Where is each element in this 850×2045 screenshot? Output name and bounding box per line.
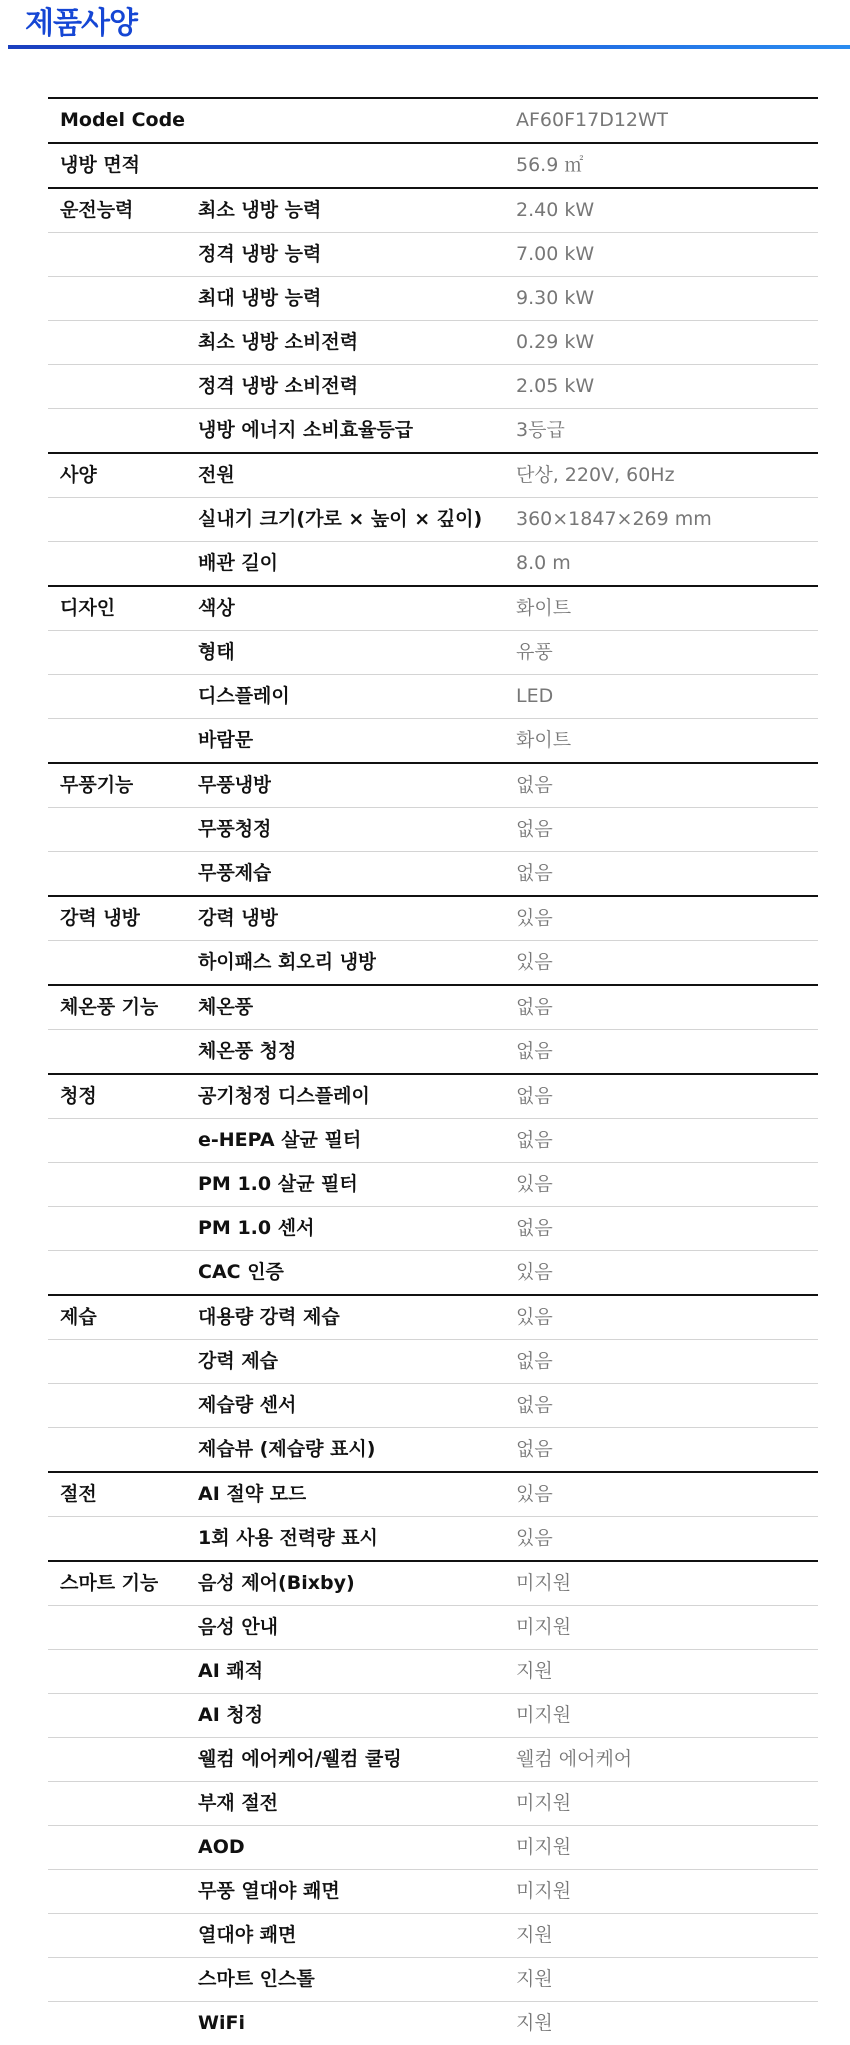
spec-row bbox=[48, 631, 818, 675]
spec-row bbox=[48, 764, 818, 808]
spec-item-label: 스마트 인스톨 bbox=[198, 1968, 315, 1990]
spec-row bbox=[48, 1251, 818, 1294]
spec-value: 3등급 bbox=[516, 419, 565, 441]
spec-value: 2.40 kW bbox=[516, 199, 595, 221]
spec-category: 절전 bbox=[60, 1483, 97, 1505]
spec-category: 제습 bbox=[60, 1306, 97, 1328]
spec-value: 있음 bbox=[516, 907, 553, 929]
spec-value: 없음 bbox=[516, 1438, 553, 1460]
spec-row bbox=[48, 1694, 818, 1738]
spec-item-label: 디스플레이 bbox=[198, 685, 290, 707]
spec-item-label: WiFi bbox=[198, 2012, 245, 2034]
spec-item-label: AI 쾌적 bbox=[198, 1660, 264, 1682]
spec-item-label: 공기청정 디스플레이 bbox=[198, 1085, 370, 1107]
spec-category: 강력 냉방 bbox=[60, 907, 141, 929]
spec-value: 없음 bbox=[516, 1040, 553, 1062]
spec-category: 운전능력 bbox=[60, 199, 134, 221]
spec-value: 유풍 bbox=[516, 641, 553, 663]
spec-row bbox=[48, 852, 818, 895]
spec-item-label: 음성 제어(Bixby) bbox=[198, 1572, 355, 1594]
spec-row bbox=[48, 233, 818, 277]
spec-row bbox=[48, 808, 818, 852]
spec-value: 0.29 kW bbox=[516, 331, 595, 353]
spec-item-label: 음성 안내 bbox=[198, 1616, 279, 1638]
spec-value: LED bbox=[516, 685, 554, 707]
spec-row bbox=[48, 1517, 818, 1560]
spec-item-label: 열대야 쾌면 bbox=[198, 1924, 297, 1946]
spec-row bbox=[48, 189, 818, 233]
spec-item-label: 제습량 센서 bbox=[198, 1394, 297, 1416]
spec-item-label: 무풍냉방 bbox=[198, 774, 272, 796]
spec-item-label: 무풍청정 bbox=[198, 818, 272, 840]
spec-group bbox=[48, 984, 818, 1073]
spec-item-label: 하이패스 회오리 냉방 bbox=[198, 951, 377, 973]
spec-item-label: e-HEPA 살균 필터 bbox=[198, 1129, 362, 1151]
spec-row bbox=[48, 1030, 818, 1073]
spec-group bbox=[48, 762, 818, 895]
spec-row bbox=[48, 986, 818, 1030]
spec-group bbox=[48, 142, 818, 187]
spec-item-label: 최대 냉방 능력 bbox=[198, 287, 322, 309]
spec-category: 청정 bbox=[60, 1085, 97, 1107]
spec-row bbox=[48, 1075, 818, 1119]
spec-group bbox=[48, 452, 818, 585]
spec-value: 있음 bbox=[516, 1306, 553, 1328]
spec-value: 없음 bbox=[516, 774, 553, 796]
spec-group bbox=[48, 187, 818, 452]
spec-value: 있음 bbox=[516, 1483, 553, 1505]
spec-category: Model Code bbox=[60, 109, 186, 131]
spec-row bbox=[48, 1207, 818, 1251]
spec-row bbox=[48, 542, 818, 585]
spec-item-label: 강력 냉방 bbox=[198, 907, 279, 929]
spec-item-label: 체온풍 bbox=[198, 996, 254, 1018]
spec-value: 없음 bbox=[516, 818, 553, 840]
spec-group bbox=[48, 97, 818, 142]
spec-group bbox=[48, 1073, 818, 1294]
spec-group bbox=[48, 1560, 818, 2045]
spec-value: 2.05 kW bbox=[516, 375, 595, 397]
spec-value: 미지원 bbox=[516, 1572, 572, 1594]
spec-value: 지원 bbox=[516, 1924, 553, 1946]
spec-item-label: 색상 bbox=[198, 597, 235, 619]
spec-row bbox=[48, 2002, 818, 2045]
spec-row bbox=[48, 1340, 818, 1384]
spec-row bbox=[48, 321, 818, 365]
spec-item-label: 바람문 bbox=[198, 729, 254, 751]
spec-value: 360×1847×269 mm bbox=[516, 508, 712, 530]
spec-row bbox=[48, 454, 818, 498]
spec-value: 없음 bbox=[516, 862, 553, 884]
spec-row bbox=[48, 675, 818, 719]
spec-item-label: 무풍제습 bbox=[198, 862, 272, 884]
spec-value: 없음 bbox=[516, 1129, 553, 1151]
spec-item-label: 제습뷰 (제습량 표시) bbox=[198, 1438, 376, 1460]
spec-row bbox=[48, 1958, 818, 2002]
spec-row bbox=[48, 1163, 818, 1207]
spec-row bbox=[48, 277, 818, 321]
spec-item-label: 강력 제습 bbox=[198, 1350, 279, 1372]
spec-row bbox=[48, 897, 818, 941]
spec-row bbox=[48, 1384, 818, 1428]
spec-item-label: 정격 냉방 능력 bbox=[198, 243, 322, 265]
spec-value: 단상, 220V, 60Hz bbox=[516, 464, 675, 486]
spec-row bbox=[48, 409, 818, 452]
spec-item-label: 최소 냉방 능력 bbox=[198, 199, 322, 221]
spec-item-label: 최소 냉방 소비전력 bbox=[198, 331, 359, 353]
spec-item-label: AI 절약 모드 bbox=[198, 1483, 307, 1505]
spec-group bbox=[48, 895, 818, 984]
spec-item-label: 실내기 크기(가로 × 높이 × 깊이) bbox=[198, 508, 483, 530]
spec-value: 없음 bbox=[516, 1085, 553, 1107]
spec-value: 미지원 bbox=[516, 1704, 572, 1726]
spec-row bbox=[48, 365, 818, 409]
spec-item-label: AOD bbox=[198, 1836, 245, 1858]
spec-row bbox=[48, 498, 818, 542]
spec-value: 56.9 ㎡ bbox=[516, 154, 584, 176]
spec-row bbox=[48, 1119, 818, 1163]
spec-category: 냉방 면적 bbox=[60, 154, 141, 176]
spec-value: 없음 bbox=[516, 1394, 553, 1416]
spec-group bbox=[48, 1294, 818, 1471]
spec-item-label: 무풍 열대야 쾌면 bbox=[198, 1880, 340, 1902]
spec-value: 8.0 m bbox=[516, 552, 571, 574]
spec-item-label: PM 1.0 센서 bbox=[198, 1217, 315, 1239]
spec-row bbox=[48, 99, 818, 142]
spec-value: 화이트 bbox=[516, 597, 572, 619]
spec-item-label: 냉방 에너지 소비효율등급 bbox=[198, 419, 414, 441]
spec-row bbox=[48, 1650, 818, 1694]
spec-value: 미지원 bbox=[516, 1616, 572, 1638]
spec-item-label: 대용량 강력 제습 bbox=[198, 1306, 340, 1328]
spec-value: 화이트 bbox=[516, 729, 572, 751]
spec-category: 스마트 기능 bbox=[60, 1572, 159, 1594]
spec-row bbox=[48, 1606, 818, 1650]
spec-row bbox=[48, 1473, 818, 1517]
spec-group bbox=[48, 585, 818, 762]
spec-value: 웰컴 에어케어 bbox=[516, 1748, 633, 1770]
spec-item-label: AI 청정 bbox=[198, 1704, 264, 1726]
spec-item-label: PM 1.0 살균 필터 bbox=[198, 1173, 358, 1195]
spec-row bbox=[48, 719, 818, 762]
page-header bbox=[0, 0, 850, 52]
spec-value: 없음 bbox=[516, 1217, 553, 1239]
page-title: 제품사양 bbox=[25, 6, 137, 41]
spec-value: 없음 bbox=[516, 1350, 553, 1372]
spec-category: 사양 bbox=[60, 464, 97, 486]
spec-value: 9.30 kW bbox=[516, 287, 595, 309]
spec-category: 디자인 bbox=[60, 597, 116, 619]
spec-row bbox=[48, 1562, 818, 1606]
spec-row bbox=[48, 1914, 818, 1958]
spec-value: 있음 bbox=[516, 1527, 553, 1549]
spec-value: 없음 bbox=[516, 996, 553, 1018]
spec-table bbox=[48, 97, 818, 2045]
spec-row bbox=[48, 1826, 818, 1870]
spec-item-label: 정격 냉방 소비전력 bbox=[198, 375, 359, 397]
spec-item-label: 1회 사용 전력량 표시 bbox=[198, 1527, 378, 1549]
spec-value: 있음 bbox=[516, 1173, 553, 1195]
spec-item-label: 웰컴 에어케어/웰컴 쿨링 bbox=[198, 1748, 402, 1770]
spec-value: 있음 bbox=[516, 1261, 553, 1283]
spec-group bbox=[48, 1471, 818, 1560]
spec-category: 체온풍 기능 bbox=[60, 996, 159, 1018]
spec-row bbox=[48, 587, 818, 631]
spec-row bbox=[48, 1296, 818, 1340]
spec-row bbox=[48, 1870, 818, 1914]
spec-value: 지원 bbox=[516, 2012, 553, 2034]
spec-value: AF60F17D12WT bbox=[516, 109, 669, 131]
spec-row bbox=[48, 1782, 818, 1826]
spec-item-label: 전원 bbox=[198, 464, 235, 486]
spec-item-label: 부재 절전 bbox=[198, 1792, 279, 1814]
spec-value: 7.00 kW bbox=[516, 243, 595, 265]
spec-row bbox=[48, 1428, 818, 1471]
spec-item-label: 배관 길이 bbox=[198, 552, 279, 574]
spec-row bbox=[48, 941, 818, 984]
spec-item-label: 형태 bbox=[198, 641, 235, 663]
spec-value: 지원 bbox=[516, 1660, 553, 1682]
spec-value: 지원 bbox=[516, 1968, 553, 1990]
spec-row bbox=[48, 1738, 818, 1782]
spec-value: 미지원 bbox=[516, 1880, 572, 1902]
spec-item-label: 체온풍 청정 bbox=[198, 1040, 297, 1062]
spec-row bbox=[48, 144, 818, 187]
spec-value: 미지원 bbox=[516, 1792, 572, 1814]
spec-value: 있음 bbox=[516, 951, 553, 973]
spec-category: 무풍기능 bbox=[60, 774, 134, 796]
title-underline bbox=[8, 45, 850, 49]
spec-value: 미지원 bbox=[516, 1836, 572, 1858]
spec-item-label: CAC 인증 bbox=[198, 1261, 284, 1283]
